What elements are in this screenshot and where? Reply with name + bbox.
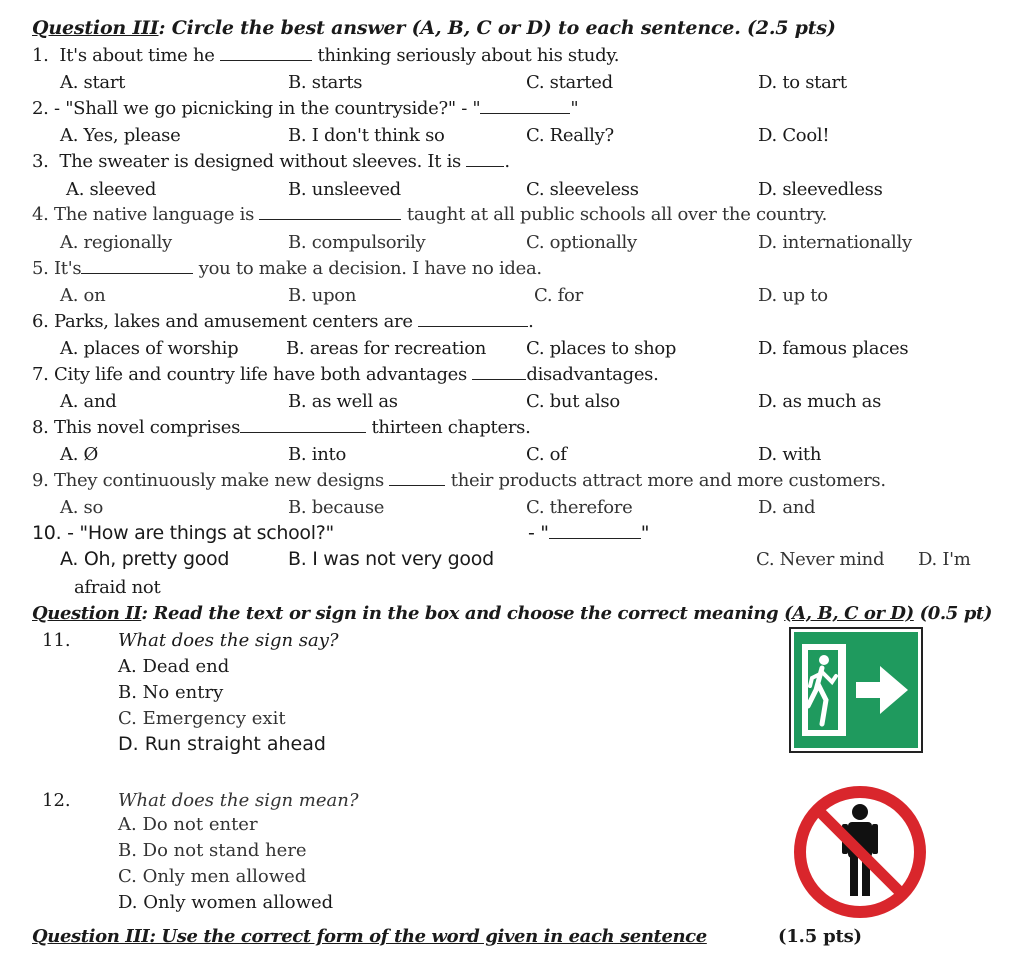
question-number: 7. — [32, 364, 49, 385]
option-b[interactable]: B. unsleeved — [288, 179, 401, 200]
option-d[interactable]: D. sleevedless — [758, 179, 883, 200]
question-text: you to make a decision. I have no idea. — [198, 258, 542, 279]
answer-blank — [220, 46, 312, 61]
answer-blank — [389, 471, 445, 486]
question-7 — [32, 364, 659, 385]
option-b[interactable]: B. compulsorily — [288, 232, 426, 253]
question-number: 2. — [32, 98, 49, 119]
option-c[interactable]: C. places to shop — [526, 338, 677, 359]
question-text: - "How are things at school?" — [67, 522, 334, 544]
question-text: . — [528, 311, 534, 332]
question-9 — [32, 470, 886, 491]
question-heading — [32, 17, 836, 39]
question-text: thirteen chapters. — [371, 417, 531, 438]
question-10 — [32, 522, 334, 544]
question-number: 10. — [32, 522, 62, 544]
heading-instructions: : Read the text or sign in the box and choose the correct meaning — [141, 603, 779, 624]
question-number: 6. — [32, 311, 49, 332]
option-b[interactable]: B. Do not stand here — [118, 840, 307, 861]
option-a[interactable]: A. Do not enter — [118, 814, 258, 835]
option-d[interactable]: D. as much as — [758, 391, 882, 412]
option-b[interactable]: B. I don't think so — [288, 125, 445, 146]
question-6 — [32, 311, 534, 332]
question-10-reply — [528, 522, 649, 544]
heading-label: Question III: Use the correct form of the word given in each sentence — [32, 926, 707, 947]
option-b[interactable]: B. because — [288, 497, 385, 518]
question-number: 3. — [32, 151, 49, 172]
answer-blank — [240, 418, 366, 433]
option-d[interactable]: D. and — [758, 497, 816, 518]
option-d[interactable]: D. I'm — [918, 549, 971, 570]
question-number: 9. — [32, 470, 49, 491]
no-standing-sign — [790, 784, 930, 920]
heading-instructions: : Circle the best answer (A, B, C or D) to each sentence. (2.5 pts) — [158, 17, 836, 39]
option-b[interactable]: B. into — [288, 444, 346, 465]
question-12-number: 12. — [42, 790, 71, 811]
question-3 — [32, 151, 510, 172]
option-a[interactable]: A. Ø — [60, 444, 98, 465]
question-text: taught at all public schools all over the country. — [406, 204, 828, 225]
option-d-continued: afraid not — [74, 577, 161, 598]
option-b[interactable]: B. No entry — [118, 682, 224, 703]
option-a[interactable]: A. and — [60, 391, 117, 412]
question-text: Parks, lakes and amusement centers are — [54, 311, 413, 332]
option-c[interactable]: C. Emergency exit — [118, 708, 286, 729]
option-b[interactable]: B. areas for recreation — [286, 338, 487, 359]
answer-blank — [259, 205, 401, 220]
option-a[interactable]: A. sleeved — [66, 179, 157, 200]
answer-blank — [549, 524, 641, 539]
heading-points: (1.5 pts) — [778, 926, 862, 947]
question-text: - "Shall we go picnicking in the countryside?" - " — [54, 98, 481, 119]
option-a[interactable]: A. Yes, please — [60, 125, 181, 146]
question-heading-2 — [32, 603, 992, 624]
question-5 — [32, 258, 542, 279]
option-d[interactable]: D. to start — [758, 72, 847, 93]
option-c[interactable]: C. therefore — [526, 497, 633, 518]
option-c[interactable]: C. optionally — [526, 232, 637, 253]
question-text: It's about time he — [59, 45, 215, 66]
question-text: It's — [54, 258, 82, 279]
question-4 — [32, 204, 827, 225]
heading-label: Question III — [32, 17, 159, 39]
answer-blank — [466, 152, 504, 167]
emergency-exit-sign — [788, 626, 924, 754]
question-text: The sweater is designed without sleeves. It is — [59, 151, 461, 172]
question-11-prompt: What does the sign say? — [118, 630, 339, 651]
option-b[interactable]: B. starts — [288, 72, 363, 93]
option-b[interactable]: B. I was not very good — [288, 548, 494, 570]
option-a[interactable]: A. Dead end — [118, 656, 230, 677]
question-number: 5. — [32, 258, 49, 279]
heading-choices: (A, B, C or D) — [784, 603, 914, 624]
answer-blank — [418, 312, 528, 327]
question-text: disadvantages. — [526, 364, 659, 385]
question-text: thinking seriously about his study. — [317, 45, 620, 66]
option-a[interactable]: A. Oh, pretty good — [60, 548, 230, 570]
option-d[interactable]: D. Run straight ahead — [118, 733, 326, 755]
option-a[interactable]: A. so — [60, 497, 104, 518]
option-d[interactable]: D. with — [758, 444, 822, 465]
option-c[interactable]: C. of — [526, 444, 567, 465]
option-c[interactable]: C. for — [534, 285, 583, 306]
question-text: " — [570, 98, 579, 119]
question-text: " — [640, 522, 650, 544]
option-b[interactable]: B. as well as — [288, 391, 398, 412]
option-a[interactable]: A. start — [60, 72, 126, 93]
option-a[interactable]: A. regionally — [60, 232, 172, 253]
option-a[interactable]: A. on — [60, 285, 106, 306]
answer-blank — [81, 259, 193, 274]
heading-label: Question II — [32, 603, 142, 624]
option-b[interactable]: B. upon — [288, 285, 357, 306]
heading-points: (0.5 pt) — [913, 603, 992, 624]
option-c[interactable]: C. started — [526, 72, 613, 93]
question-number: 4. — [32, 204, 49, 225]
question-text: their products attract more and more customers. — [450, 470, 886, 491]
question-text: - " — [528, 522, 549, 544]
question-8 — [32, 417, 531, 438]
question-2 — [32, 98, 578, 119]
question-text: This novel comprises — [54, 417, 241, 438]
question-number: 1. — [32, 45, 49, 66]
question-12-prompt: What does the sign mean? — [118, 790, 359, 811]
answer-blank — [480, 99, 570, 114]
question-11-number: 11. — [42, 630, 71, 651]
question-heading-3 — [32, 926, 707, 947]
question-1 — [32, 45, 619, 66]
option-c[interactable]: C. sleeveless — [526, 179, 639, 200]
option-d[interactable]: D. Cool! — [758, 125, 830, 146]
question-text: They continuously make new designs — [54, 470, 384, 491]
option-c[interactable]: C. Really? — [526, 125, 614, 146]
option-a[interactable]: A. places of worship — [60, 338, 239, 359]
option-d[interactable]: D. Only women allowed — [118, 892, 334, 913]
option-d[interactable]: D. famous places — [758, 338, 909, 359]
option-c[interactable]: C. but also — [526, 391, 620, 412]
question-text: . — [504, 151, 510, 172]
option-d[interactable]: D. up to — [758, 285, 828, 306]
question-text: The native language is — [54, 204, 255, 225]
question-number: 8. — [32, 417, 49, 438]
option-c[interactable]: C. Only men allowed — [118, 866, 307, 887]
option-c[interactable]: C. Never mind — [756, 549, 885, 570]
answer-blank — [472, 365, 526, 380]
option-d[interactable]: D. internationally — [758, 232, 912, 253]
question-text: City life and country life have both advantages — [54, 364, 467, 385]
